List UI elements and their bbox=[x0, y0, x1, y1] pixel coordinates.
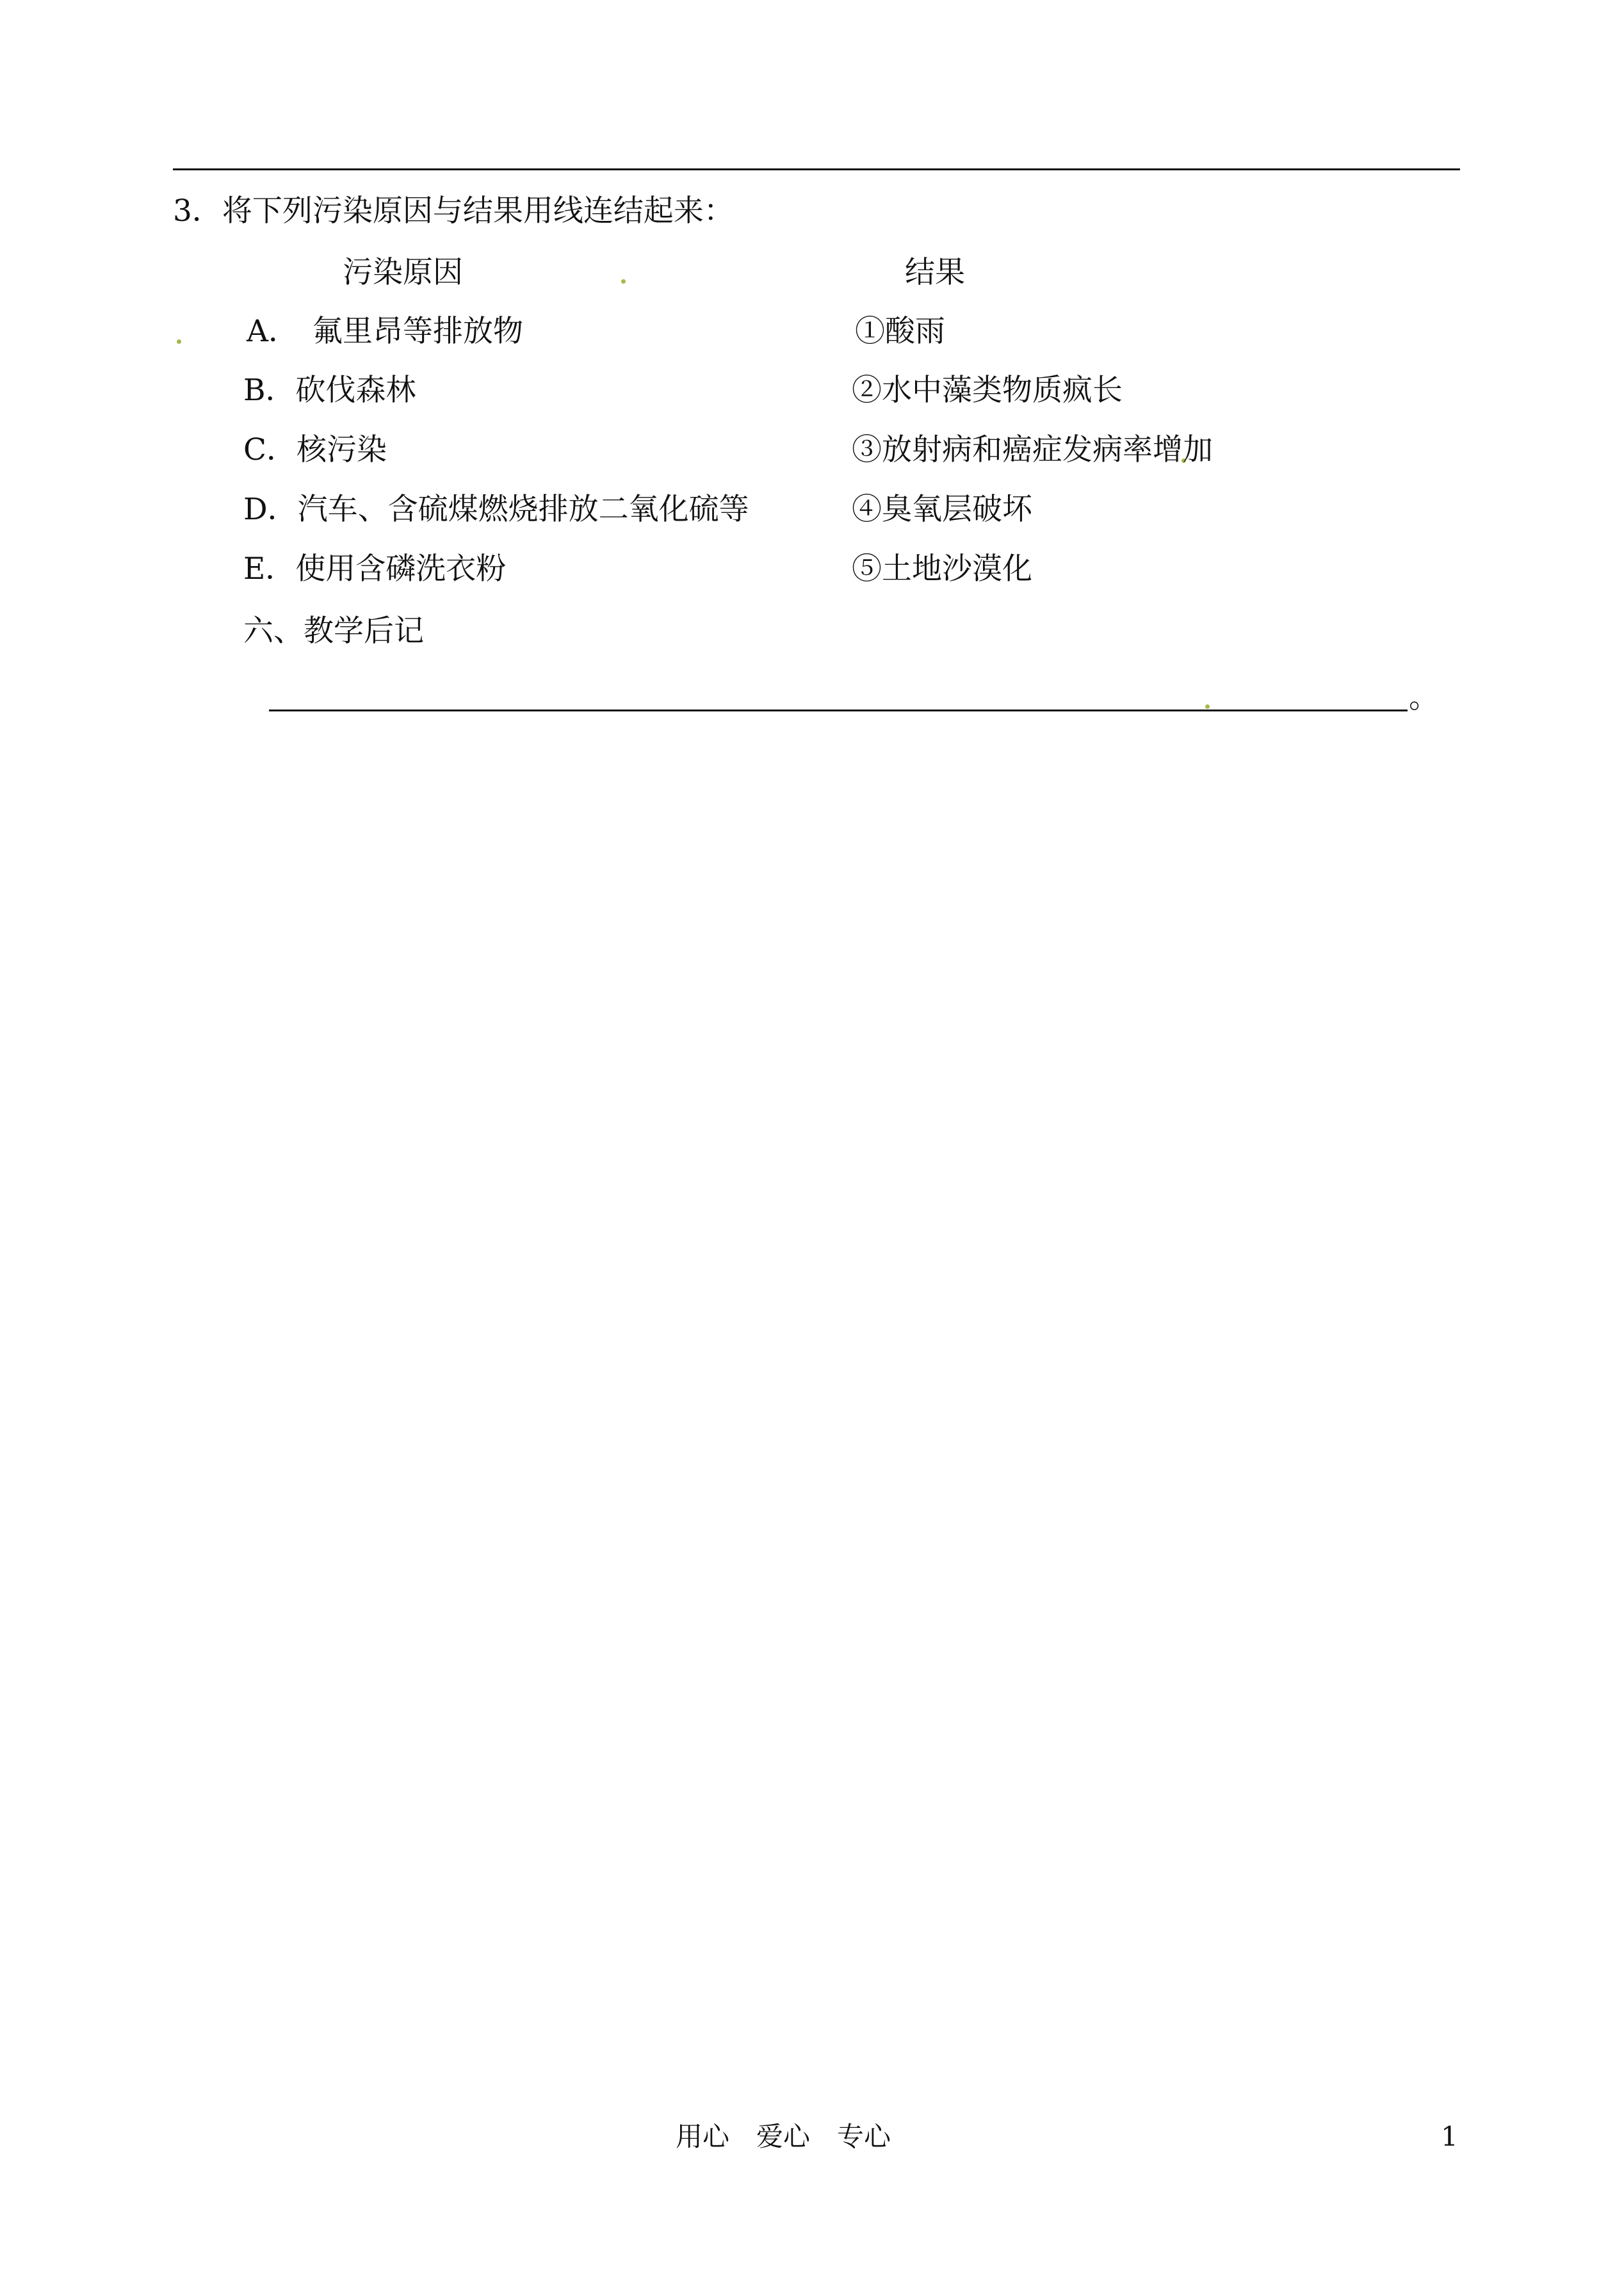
answer-blank-line[interactable] bbox=[269, 710, 1408, 711]
footer-motto: 用心 爱心 专心 bbox=[676, 2121, 891, 2152]
speck-mark bbox=[621, 279, 626, 284]
question-line bbox=[173, 193, 734, 229]
question-number: 3． bbox=[173, 193, 222, 229]
cause-item-d bbox=[243, 492, 749, 528]
speck-mark bbox=[177, 339, 181, 344]
end-period: 。 bbox=[1409, 680, 1439, 715]
cause-item-e bbox=[243, 551, 506, 587]
cause-text: 使用含磷洗衣粉 bbox=[295, 551, 507, 587]
result-item-1: ①酸雨 bbox=[855, 314, 945, 349]
cause-text: 汽车、含硫煤燃烧排放二氧化硫等 bbox=[297, 492, 749, 527]
speck-mark bbox=[1205, 704, 1210, 709]
cause-label: C． bbox=[243, 432, 296, 467]
result-item-4: ④臭氧层破坏 bbox=[852, 492, 1032, 527]
cause-label: D． bbox=[243, 492, 298, 527]
cause-label: A． bbox=[247, 314, 298, 349]
page-number: 1 bbox=[1441, 2121, 1458, 2152]
cause-text: 氟里昂等排放物 bbox=[312, 314, 523, 349]
cause-text: 核污染 bbox=[296, 432, 387, 467]
cause-label: E． bbox=[243, 551, 296, 587]
cause-item-a bbox=[247, 314, 523, 350]
result-column-header: 结果 bbox=[905, 255, 965, 290]
question-instruction: 将下列污染原因与结果用线连结起来： bbox=[222, 193, 734, 229]
cause-text: 砍伐森林 bbox=[295, 373, 416, 408]
header-rule bbox=[173, 168, 1460, 170]
cause-item-c bbox=[243, 432, 387, 468]
result-item-2: ②水中藻类物质疯长 bbox=[852, 373, 1123, 408]
cause-column-header: 污染原因 bbox=[343, 255, 463, 290]
result-item-5: ⑤土地沙漠化 bbox=[852, 551, 1032, 587]
cause-item-b bbox=[243, 373, 416, 409]
section-title: 六、教学后记 bbox=[243, 613, 424, 649]
cause-label: B． bbox=[243, 373, 296, 408]
result-item-3: ③放射病和癌症发病率增加 bbox=[852, 432, 1213, 467]
